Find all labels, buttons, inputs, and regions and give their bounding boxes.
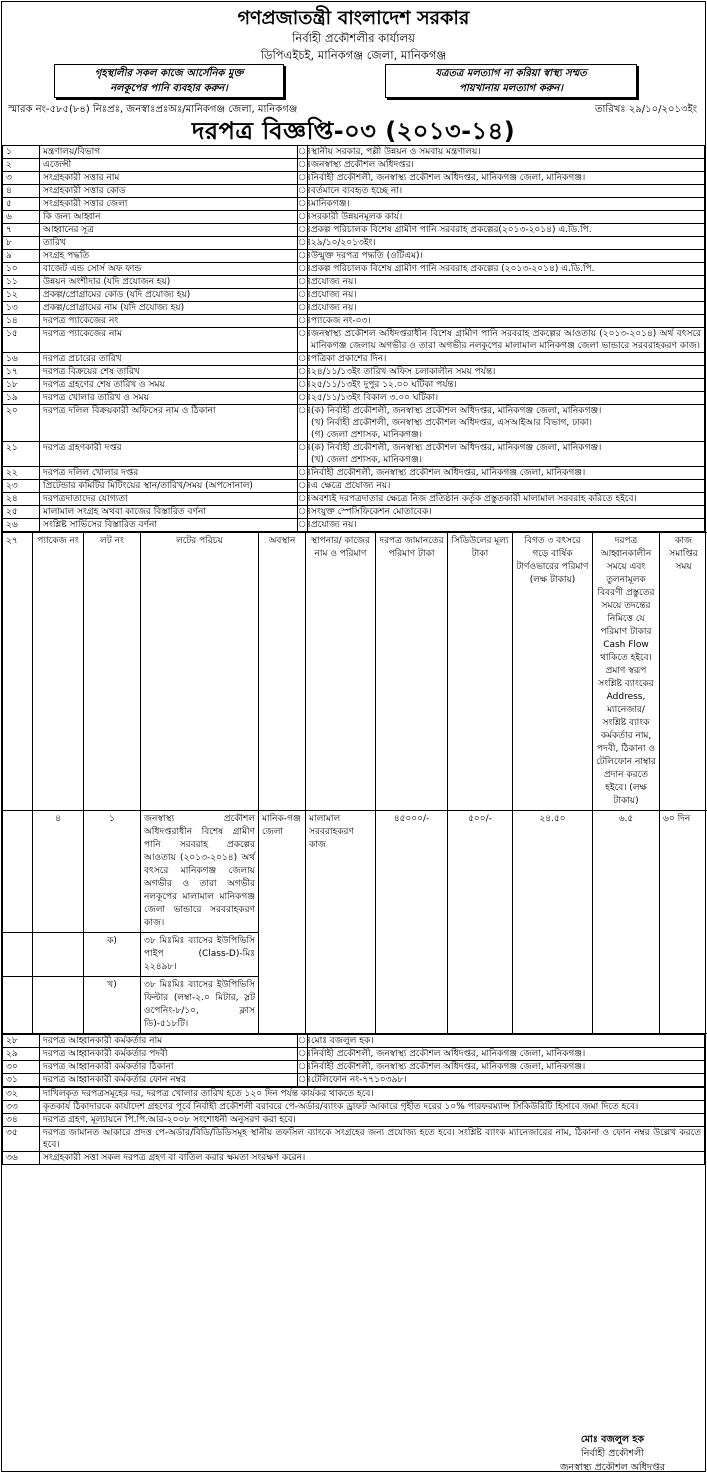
row-value bbox=[308, 172, 705, 185]
separator: ঃ bbox=[298, 493, 308, 506]
row-value bbox=[308, 276, 705, 289]
row-value: মোঃ বজলুল হক। bbox=[308, 1035, 705, 1048]
row-value bbox=[308, 302, 705, 315]
row-value bbox=[308, 315, 705, 328]
col-tender-security: দরপত্র জামানতের পরিমাণ টাকা bbox=[376, 533, 448, 811]
row-number: ৪ bbox=[3, 185, 40, 198]
row-value-line: (গ) জেলা প্রশাসক, মানিকগঞ্জ। bbox=[311, 429, 701, 441]
sub-lot-number: খ) bbox=[84, 977, 141, 1034]
row-value-line: ২৫/১১/১৩ইং বিকাল ৩.০০ ঘটিকা। bbox=[311, 392, 701, 404]
condition-text: দরপত্র জামানত আকারে প্রদত্ত পে-অর্ডার/বিডি/ডিডিসমূহ স্থানীয় তফসিল ব্যাংকে সংগ্রহের জন্য প্রযোজ্য হতে হবে। সংশ্লিষ্ট ব্যাংক ম্যানেজারের নাম, ঠিকানা ও ফোন নম্বর উল্লেখ করতে হবে। bbox=[40, 1127, 705, 1152]
row-number: ৩১ bbox=[3, 1074, 40, 1087]
row-value bbox=[308, 237, 705, 250]
row-value-line: (ক) নির্বাহী প্রকৌশলী, জনস্বাস্থ্য প্রকৌশল অধিদপ্তর, মানিকগঞ্জ জেলা, মানিকগঞ্জ। bbox=[311, 405, 701, 417]
row-value-line: সংযুক্ত স্পেসিফিকেশন মোতাবেক। bbox=[311, 506, 701, 518]
info-row bbox=[3, 493, 705, 506]
row-key: দরপত্র বিক্রয়ের শেষ তারিখ bbox=[40, 366, 298, 379]
row-value bbox=[308, 405, 705, 442]
info-row bbox=[3, 405, 705, 442]
row-value bbox=[308, 159, 705, 172]
condition-text: দরপত্র গ্রহণ, মূল্যায়নে পি.পি.আর-২০০৮ সংশোধনী অনুসরণ করা হবে। bbox=[40, 1114, 705, 1127]
row-key: এজেন্সী bbox=[40, 159, 298, 172]
sub-lot-description: ৩৮ মিঃমিঃ ব্যাসের ইউপিভিসি ফিল্টার (লম্বা-২.০ মিটার, স্লট ওপেনিং-৮/১০, ক্লাস ডি)-৫১৮টি। bbox=[141, 977, 259, 1034]
row-value-line: পত্রিকা প্রকাশের দিন। bbox=[311, 353, 701, 365]
separator: ঃ bbox=[298, 366, 308, 379]
tender-notice-page bbox=[1, 1, 706, 1472]
info-row bbox=[3, 185, 705, 198]
separator: ঃ bbox=[298, 185, 308, 198]
separator: ঃ bbox=[298, 405, 308, 442]
office-address: ডিপিএইচই, মানিকগঞ্জ জেলা, মানিকগঞ্জ bbox=[2, 47, 705, 64]
info-row bbox=[3, 276, 705, 289]
row-number: ২৮ bbox=[3, 1035, 40, 1048]
condition-text: দাখিলকৃত দরপত্রসমূহের দর, দরপত্র খোলার তারিখ হতে ১২০ দিন পর্যন্ত কার্যকর থাকতে হবে। bbox=[40, 1088, 705, 1101]
row-number: ২৫ bbox=[3, 506, 40, 519]
row-key: সংগ্রহকারী সত্তার কোড bbox=[40, 185, 298, 198]
security-value: ৪৫০০০/- bbox=[376, 811, 448, 1034]
row-value-line: জনস্বাস্থ্য প্রকৌশল অধিদপ্তরাধীন বিশেষ গ্রামীণ পানি সরবরাহ প্রকল্পের আওতায় (২০১৩-২০১৪) অর্থ বৎসরে মানিকগঞ্জ জেলায় অগভীর ও তারা অগভীর নলকূপের মালামাল মানিকগঞ্জ জেলা ভান্ডারে সরবরাহকরণ কাজ। bbox=[311, 328, 701, 352]
info-row bbox=[3, 379, 705, 392]
row-value-line: প্যাকেজ নং-০৩। bbox=[311, 315, 701, 327]
row-value bbox=[308, 185, 705, 198]
info-row bbox=[3, 172, 705, 185]
completion-time-value: ৬০ দিন bbox=[660, 811, 707, 1034]
row-key: মন্ত্রণালয়/বিভাগ bbox=[40, 146, 298, 159]
separator: ঃ bbox=[298, 379, 308, 392]
work-value: মালামাল সরবরাহকরণ কাজ bbox=[306, 811, 376, 1034]
row-number: ৩৫ bbox=[3, 1127, 40, 1152]
separator: ঃ bbox=[298, 506, 308, 519]
tender-info-table bbox=[2, 145, 705, 532]
row-key: দরপত্র আহ্বানকারী কর্মকর্তার নাম bbox=[40, 1035, 298, 1048]
notice-header bbox=[2, 6, 705, 64]
separator: ঃ bbox=[298, 480, 308, 493]
info-row bbox=[3, 263, 705, 276]
info-row bbox=[3, 519, 705, 532]
signature-block bbox=[560, 1433, 665, 1475]
info-row bbox=[3, 211, 705, 224]
row-key: আহ্বানের সূত্র bbox=[40, 224, 298, 237]
separator: ঃ bbox=[298, 250, 308, 263]
row-value-line: অবশ্যই দরপত্রদাতার ক্ষেত্রে নিজ প্রতিষ্ঠান কর্তৃক প্রস্তুতকারী মালামাল সরবরাহ করিতে হইবে। bbox=[311, 493, 701, 505]
officer-row bbox=[3, 1074, 705, 1087]
row-value-line: প্রযোজ্য নয়। bbox=[311, 519, 701, 531]
row-number: ৩৩ bbox=[3, 1101, 40, 1114]
row-number: ১৪ bbox=[3, 315, 40, 328]
row-value-line: জনস্বাস্থ্য প্রকৌশল অধিদপ্তর। bbox=[311, 159, 701, 171]
row-value bbox=[308, 289, 705, 302]
row-value bbox=[308, 211, 705, 224]
info-row bbox=[3, 198, 705, 211]
row-number: ৩৪ bbox=[3, 1114, 40, 1127]
row-number: ১৮ bbox=[3, 379, 40, 392]
separator: ঃ bbox=[298, 1061, 308, 1074]
row-value: টেলিফোন নং-৭৭১০৩৯৮। bbox=[308, 1074, 705, 1087]
row-number: ১৭ bbox=[3, 366, 40, 379]
row-key: মালামাল সংগ্রহ অথবা কাজের বিস্তারিত বর্ণনা bbox=[40, 506, 298, 519]
row-key: দরপত্র আহ্বানকারী কর্মকর্তার পদবী bbox=[40, 1048, 298, 1061]
row-number: ৮ bbox=[3, 237, 40, 250]
row-number: ১৯ bbox=[3, 392, 40, 405]
info-row bbox=[3, 480, 705, 493]
separator: ঃ bbox=[298, 263, 308, 276]
detail-header-row bbox=[3, 533, 707, 811]
row-key: দরপত্র আহ্বানকারী কর্মকর্তার ফোন নম্বর bbox=[40, 1074, 298, 1087]
condition-text: কৃতকার্য ঠিকাদারকে কার্যাদেশ গ্রহণের পূর্বে নির্বাহী প্রকৌশলী বরাবরে পে-অর্ডার/ব্যাংক ড্রাফট আকারে গৃহীত দরের ১০% পারফরম্যান্স সিকিউরিটি হিসাবে জমা দিতে হবে। bbox=[40, 1101, 705, 1114]
row-key: সংগ্রহ পদ্ধতি bbox=[40, 250, 298, 263]
row-value-line: ২৫/১১/১৩ইং দুপুর ১২.০০ ঘটিকা পর্যন্ত। bbox=[311, 379, 701, 391]
row-key: দরপত্র দলিল খোলার দপ্তর bbox=[40, 467, 298, 480]
condition-row bbox=[3, 1152, 705, 1165]
slogan-box-sanitation: যত্রতত্র মলত্যাগ না করিয়া স্বাস্থ্য সম্মত পায়খানায় মলত্যাগ করুন। bbox=[385, 64, 637, 98]
row-value bbox=[308, 392, 705, 405]
location-value: মানিক-গঞ্জ জেলা bbox=[259, 811, 306, 1034]
row-number: ২৪ bbox=[3, 493, 40, 506]
condition-text: সংগ্রহকারী সত্তা সকল দরপত্র গ্রহণ বা বাতিল করার ক্ষমতা সংরক্ষণ করেন। bbox=[40, 1152, 705, 1165]
conditions-table bbox=[2, 1087, 705, 1165]
notice-heading: দরপত্র বিজ্ঞপ্তি-০৩ (২০১৩-১৪) bbox=[2, 117, 705, 145]
info-row bbox=[3, 328, 705, 353]
separator: ঃ bbox=[298, 328, 308, 353]
separator: ঃ bbox=[298, 467, 308, 480]
separator: ঃ bbox=[298, 392, 308, 405]
info-row bbox=[3, 315, 705, 328]
info-row bbox=[3, 442, 705, 467]
info-row bbox=[3, 353, 705, 366]
row-value bbox=[308, 328, 705, 353]
slogan-box-arsenic: গৃহস্থালীর সকল কাজে আর্সেনিক মুক্ত নলকূপের পানি ব্যবহার করুন। bbox=[54, 64, 284, 98]
officer-info-table bbox=[2, 1034, 705, 1087]
row-number: ৩০ bbox=[3, 1061, 40, 1074]
info-row bbox=[3, 237, 705, 250]
row-value-line: নির্বাহী প্রকৌশলী, জনস্বাস্থ্য প্রকৌশল অধিদপ্তর, মানিকগঞ্জ জেলা, মানিকগঞ্জ। bbox=[311, 172, 701, 184]
row-value-line: নির্বাহী প্রকৌশলী, জনস্বাস্থ্য প্রকৌশল অধিদপ্তর, মানিকগঞ্জ জেলা, মানিকগঞ্জ। bbox=[311, 467, 701, 479]
col-cash-flow: দরপত্র আহ্বানকালীন সময়ে এবং তুলনামূলক বিবরণী প্রস্তুতের সময়ে তদন্তের নিমিত্তে যে পরিমাণ টাকার Cash Flow থাকিতে হইবে। প্রমাণ স্বরূপ সংশ্লিষ্ট ব্যাংকের Address, ম্যানেজার/সংশ্লিষ্ট ব্যাংক কর্মকর্তার নাম, পদবী, ঠিকানা ও টেলিফোন নাম্বার প্রদান করতে হইবে। (লক্ষ টাকায়) bbox=[593, 533, 660, 811]
separator: ঃ bbox=[298, 315, 308, 328]
row-value-line: (ক) নির্বাহী প্রকৌশলী, জনস্বাস্থ্য প্রকৌশল অধিদপ্তর, মানিকগঞ্জ জেলা, মানিকগঞ্জ। bbox=[311, 442, 701, 454]
row-key: সংগ্রহকারী সত্তার জেলা bbox=[40, 198, 298, 211]
schedule-value: ৫০০/- bbox=[448, 811, 513, 1034]
row-value-line: স্থানীয় সরকার, পল্লী উন্নয়ন ও সমবায় মন্ত্রণালয়। bbox=[311, 146, 701, 158]
info-row bbox=[3, 467, 705, 480]
row-value-line: বর্তমানে ব্যবহৃত হচ্ছে না। bbox=[311, 185, 701, 197]
row-value-line: প্রযোজ্য নয়। bbox=[311, 302, 701, 314]
row-number: ২৯ bbox=[3, 1048, 40, 1061]
lot-description: জনস্বাস্থ্য প্রকৌশল অধিদপ্তরাধীন বিশেষ গ্রামীণ পানি সরবরাহ প্রকল্পের আওতায় (২০১৩-২০১৪) অর্থ বৎসরে মানিকগঞ্জ জেলায় অগভীর ও তারা অগভীর নলকূপের মালামাল মানিকগঞ্জ জেলা ভান্ডারে সরবরাহকরণ কাজ। bbox=[141, 811, 259, 933]
row-value bbox=[308, 442, 705, 467]
col-completion-time: কাজ সমাপ্তির সময় bbox=[660, 533, 707, 811]
info-row bbox=[3, 302, 705, 315]
row-number: ২৩ bbox=[3, 480, 40, 493]
row-number: ২০ bbox=[3, 405, 40, 442]
row-key: প্রকল্প/প্রোগ্রামের নাম (যদি প্রযোজ্য হয়) bbox=[40, 302, 298, 315]
row-value bbox=[308, 480, 705, 493]
memo-number: স্মারক নং-৫৮৫(৮৪) নিঃপ্রঃ, জনস্বাঃপ্রঃঅঃ/মানিকগঞ্জ জেলা, মানিকগঞ্জ bbox=[8, 102, 297, 119]
signatory-office: জনস্বাস্থ্য প্রকৌশল অধিদপ্তর bbox=[560, 1461, 665, 1475]
separator: ঃ bbox=[298, 276, 308, 289]
memo-line bbox=[2, 100, 705, 117]
row-key: দরপত্র আহ্বানকারী কর্মকর্তার ঠিকানা bbox=[40, 1061, 298, 1074]
turnover-value: ২৪.৫০ bbox=[513, 811, 593, 1034]
row-number: ২৭ bbox=[3, 533, 33, 811]
row-key: দরপত্রদাতাদের যোগ্যতা bbox=[40, 493, 298, 506]
row-number: ৩৬ bbox=[3, 1152, 40, 1165]
row-value-line: এ ক্ষেত্রে প্রযোজ্য নয়। bbox=[311, 480, 701, 492]
row-key: প্রকল্প/প্রোগ্রামের কোড (যদি প্রযোজ্য হয়) bbox=[40, 289, 298, 302]
row-number: ২২ bbox=[3, 467, 40, 480]
condition-row bbox=[3, 1114, 705, 1127]
separator: ঃ bbox=[298, 198, 308, 211]
separator: ঃ bbox=[298, 289, 308, 302]
signatory-name: মোঃ বজলুল হক bbox=[560, 1433, 665, 1447]
row-value-line: প্রকল্প পরিচালক বিশেষ গ্রামীণ পানি সরবরাহ প্রকল্পের (২০১৩-২০১৪) এ.ডি.পি. bbox=[311, 263, 701, 275]
row-value bbox=[308, 224, 705, 237]
row-value-line: (খ) জেলা প্রশাসক, মানিকগঞ্জ। bbox=[311, 454, 701, 466]
row-number: ১২ bbox=[3, 289, 40, 302]
separator: ঃ bbox=[298, 1048, 308, 1061]
row-key: দরপত্র গ্রহণের শেষ তারিখ ও সময় bbox=[40, 379, 298, 392]
lot-number: ১ bbox=[84, 811, 141, 933]
package-detail-table bbox=[2, 532, 707, 1034]
row-key: বাজেট এন্ড সোর্স অফ ফান্ড bbox=[40, 263, 298, 276]
row-value bbox=[308, 506, 705, 519]
row-value-line: প্রযোজ্য নয়। bbox=[311, 289, 701, 301]
officer-row bbox=[3, 1035, 705, 1048]
separator: ঃ bbox=[298, 211, 308, 224]
row-number: ১০ bbox=[3, 263, 40, 276]
condition-row bbox=[3, 1088, 705, 1101]
row-number: ৩২ bbox=[3, 1088, 40, 1101]
separator: ঃ bbox=[298, 519, 308, 532]
row-value-line: ২৯/১০/২০১৩ইং। bbox=[311, 237, 701, 249]
row-key: কি জন্য আহ্বান bbox=[40, 211, 298, 224]
col-location: অবস্থান bbox=[259, 533, 306, 811]
separator: ঃ bbox=[298, 159, 308, 172]
separator: ঃ bbox=[298, 224, 308, 237]
row-value bbox=[308, 198, 705, 211]
row-key: দরপত্র প্রচারের তারিখ bbox=[40, 353, 298, 366]
row-value-line: (খ) নির্বাহী প্রকৌশলী, জনস্বাস্থ্য প্রকৌশল অধিদপ্তর, এসআইআর বিভাগ, ঢাকা। bbox=[311, 417, 701, 429]
detail-data-row bbox=[3, 811, 707, 933]
separator: ঃ bbox=[298, 353, 308, 366]
row-value bbox=[308, 519, 705, 532]
row-key: উন্নয়ন অংশীদার (যদি প্রযোজন হয়) bbox=[40, 276, 298, 289]
col-turnover: বিগত ৩ বৎসরে গড়ে বার্ষিক টার্ণওভারের পরিমাণ (লক্ষ টাকায়) bbox=[513, 533, 593, 811]
row-key: দরপত্র খোলার তারিখ ও সময় bbox=[40, 392, 298, 405]
row-number: ১৬ bbox=[3, 353, 40, 366]
col-schedule-price: সিডিউলের মূল্য টাকা bbox=[448, 533, 513, 811]
separator: ঃ bbox=[298, 1035, 308, 1048]
memo-date: তারিখঃ ২৯/১০/২০১৩ইং bbox=[595, 102, 697, 119]
row-value bbox=[308, 467, 705, 480]
row-value-line: প্রযোজ্য নয়। bbox=[311, 276, 701, 288]
row-number: ৫ bbox=[3, 198, 40, 211]
officer-row bbox=[3, 1048, 705, 1061]
col-lot-no: লট নং bbox=[84, 533, 141, 811]
row-value bbox=[308, 146, 705, 159]
row-value bbox=[308, 353, 705, 366]
col-package-no: প্যাকেজ নং bbox=[33, 533, 84, 811]
row-key: দরপত্র দলিল বিক্রয়কারী অফিসের নাম ও ঠিকানা bbox=[40, 405, 298, 442]
row-number: ২১ bbox=[3, 442, 40, 467]
separator: ঃ bbox=[298, 442, 308, 467]
row-value-line: ২৪/১১/১৩ইং তারিখ অফিস চলাকালীন সময় পর্যন্ত। bbox=[311, 366, 701, 378]
row-value: নির্বাহী প্রকৌশলী, জনস্বাস্থ্য প্রকৌশল অধিদপ্তর, মানিকগঞ্জ জেলা, মানিকগঞ্জ। bbox=[308, 1048, 705, 1061]
info-row bbox=[3, 250, 705, 263]
cashflow-value: ৬.৫ bbox=[593, 811, 660, 1034]
row-number: ১৫ bbox=[3, 328, 40, 353]
col-lot-identity: লটের পরিচয় bbox=[141, 533, 259, 811]
separator: ঃ bbox=[298, 1074, 308, 1087]
separator: ঃ bbox=[298, 302, 308, 315]
row-value bbox=[308, 250, 705, 263]
row-number: ১ bbox=[3, 146, 40, 159]
row-key: প্রিটেন্ডার কমিটির মিটিংয়ের স্থান/তারিখ/সময় (অপসোনাল) bbox=[40, 480, 298, 493]
row-number: ১১ bbox=[3, 276, 40, 289]
row-key: সংগ্রহকারী সত্তার নাম bbox=[40, 172, 298, 185]
row-value-line: সরকারী উন্নয়নমূলক কার্য। bbox=[311, 211, 701, 223]
separator: ঃ bbox=[298, 172, 308, 185]
col-work-name: স্থাপনার/ কাজের নাম ও পরিমাণ bbox=[306, 533, 376, 811]
separator: ঃ bbox=[298, 146, 308, 159]
row-key: দরপত্র প্যাকেজের নং bbox=[40, 315, 298, 328]
condition-row bbox=[3, 1101, 705, 1114]
row-number: ৭ bbox=[3, 224, 40, 237]
row-number: ৩ bbox=[3, 172, 40, 185]
office-name: নির্বাহী প্রকৌশলীর কার্যালয় bbox=[2, 30, 705, 47]
row-key: সংশ্লিষ্ট সার্ভিসের বিস্তারিত বর্ণনা bbox=[40, 519, 298, 532]
row-number: ৬ bbox=[3, 211, 40, 224]
row-value: নির্বাহী প্রকৌশলী, জনস্বাস্থ্য প্রকৌশল অধিদপ্তর, মানিকগঞ্জ জেলা, মানিকগঞ্জ। bbox=[308, 1061, 705, 1074]
separator: ঃ bbox=[298, 237, 308, 250]
row-value bbox=[308, 366, 705, 379]
row-value bbox=[308, 493, 705, 506]
info-row bbox=[3, 159, 705, 172]
officer-row bbox=[3, 1061, 705, 1074]
row-value-line: প্রকল্প পরিচালক বিশেষ গ্রামীণ পানি সরবরাহ প্রকল্পের(২০১৩-২০১৪) এ.ডি.পি. bbox=[311, 224, 701, 236]
row-value bbox=[308, 263, 705, 276]
sub-lot-number: ক) bbox=[84, 933, 141, 977]
signatory-designation: নির্বাহী প্রকৌশলী bbox=[560, 1447, 665, 1461]
row-key: দরপত্র প্যাকেজের নাম bbox=[40, 328, 298, 353]
info-row bbox=[3, 224, 705, 237]
row-number: ২৬ bbox=[3, 519, 40, 532]
info-row bbox=[3, 289, 705, 302]
package-number: ৪ bbox=[33, 811, 84, 933]
info-row bbox=[3, 146, 705, 159]
row-value-line: মানিকগঞ্জ। bbox=[311, 198, 701, 210]
info-row bbox=[3, 366, 705, 379]
condition-row bbox=[3, 1127, 705, 1152]
row-value bbox=[308, 379, 705, 392]
slogan-boxes bbox=[2, 64, 705, 100]
info-row bbox=[3, 392, 705, 405]
sub-lot-description: ৩৮ মিঃমিঃ ব্যাসের ইউপিভিসি পাইপ (Class-D)-মিঃ ২২৪৯৮। bbox=[141, 933, 259, 977]
row-value-line: উন্মুক্ত দরপত্র পদ্ধতি (ওটিএম)। bbox=[311, 250, 701, 262]
row-key: দরপত্র গ্রহণকারী দপ্তর bbox=[40, 442, 298, 467]
row-number: ৯ bbox=[3, 250, 40, 263]
row-key: তারিখ bbox=[40, 237, 298, 250]
row-number: ১৩ bbox=[3, 302, 40, 315]
government-title: গণপ্রজাতন্ত্রী বাংলাদেশ সরকার bbox=[2, 6, 705, 30]
info-row bbox=[3, 506, 705, 519]
row-number: ২ bbox=[3, 159, 40, 172]
